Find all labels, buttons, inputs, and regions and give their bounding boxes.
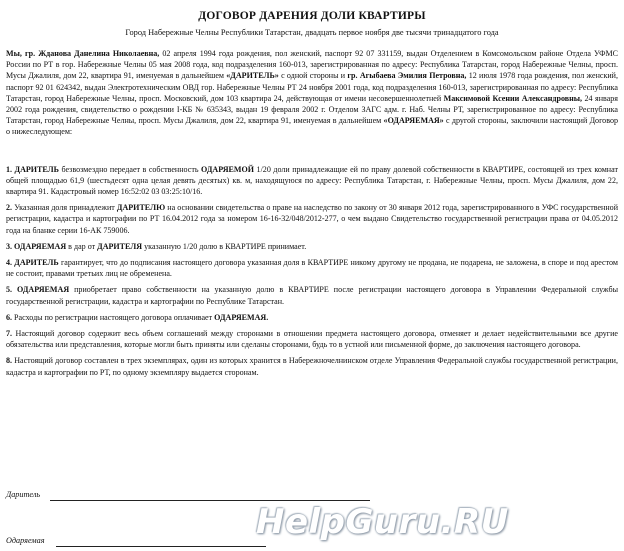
clause-6 xyxy=(6,312,618,323)
bold-text-segment: 8. xyxy=(6,356,13,366)
bold-text-segment: 6. xyxy=(6,312,13,322)
bold-text-segment: 1. ДАРИТЕЛЬ xyxy=(6,164,60,174)
bold-text-segment: ОДАРЯЕМАЯ. xyxy=(214,312,269,322)
text-segment: в дар от xyxy=(66,241,98,251)
recipient-signature-underline xyxy=(56,546,266,547)
text-segment: Настоящий договор составлен в трех экземплярах, один из которых хранится в Набережночелнинском отделе Управления Федеральной службы государственной регистрации, кадастра и картографии по РТ, по одному экземпляру выдается сторонам. xyxy=(6,356,618,377)
text-segment: Настоящий договор содержит весь объем соглашений между сторонами в отношении предмета настоящего договора, отменяет и делает недействительными все другие обязательства или представления, которые могли быть приняты или сделаны сторонами, будь то в устной или письменной форме, до заключения настоящего договора. xyxy=(6,329,618,350)
clause-5 xyxy=(6,284,618,306)
bold-text-segment: «ДАРИТЕЛЬ» xyxy=(226,71,279,81)
text-segment: приобретает право собственности на указанную долю в КВАРТИРЕ после регистрации настоящего договора в Управлении Федеральной службы государственной регистрации, кадастра и картографии по Республике Татарстан. xyxy=(6,285,618,306)
text-segment: с одной стороны и xyxy=(278,71,348,81)
bold-text-segment: 7. xyxy=(6,329,13,339)
bold-text-segment: ДАРИТЕЛЮ xyxy=(116,203,166,213)
text-segment: гарантирует, что до подписания настоящего договора указанная доля в КВАРТИРЕ никому другому не продана, не подарена, не заложена, в споре и под арестом не состоит, правами третьих лиц не обременена. xyxy=(6,258,618,279)
clause-2 xyxy=(6,202,618,236)
bold-text-segment: ОДАРЯЕМОЙ xyxy=(201,164,255,174)
clause-4 xyxy=(6,257,618,279)
text-segment: безвозмездно передает в собственность xyxy=(59,164,202,174)
text-segment: 02 апреля 1994 года рождения, пол женский, паспорт 92 07 331159, выдан Отделением в Комсомольском районе Отдела УФМС России по РТ в гор. Набережные Челны 05 мая 2008 года, код подразделения 160-013, зарегистрированная по адресу: Республика Татарстан, город Набережные Челны, просп. Мусы Джалиля, дом 22, квартира 91, именуемая в дальнейшем xyxy=(6,49,618,81)
bold-text-segment: 4. ДАРИТЕЛЬ xyxy=(6,258,59,268)
recipient-signature-line xyxy=(6,536,45,545)
bold-text-segment: гр. Агыбаева Эмилия Петровна, xyxy=(347,71,467,81)
intro-paragraph xyxy=(6,48,618,138)
bold-text-segment: Максимовой Ксении Александровны, xyxy=(443,93,583,103)
bold-text-segment: ДАРИТЕЛЯ xyxy=(97,241,143,251)
place-and-date: Город Набережные Челны Республики Татарстан, двадцать первое ноября две тысячи тринадцатого года xyxy=(125,28,499,37)
text-segment: на основании свидетельства о праве на наследство по закону от 30 января 2012 года, зарегистрированного в УФС государственной регистрации, кадастра и картографии по РТ 16.04.2012 года за номером 16-16-32/048/2012-277, о чем выдано Свидетельство государственной регистрации права от 04.05.2012 года на бланке серии 16-АК 759006. xyxy=(6,203,618,235)
text-segment: с другой стороны, заключили настоящий Договор о нижеследующем: xyxy=(6,116,618,137)
text-segment: указанную 1/20 долю в КВАРТИРЕ принимает. xyxy=(142,241,307,251)
document-title: ДОГОВОР ДАРЕНИЯ ДОЛИ КВАРТИРЫ xyxy=(198,10,426,22)
recipient-label: Одаряемая xyxy=(6,536,45,545)
clause-8 xyxy=(6,355,618,377)
text-segment: 12 июля 1978 года рождения, пол женский, паспорт 92 01 624342, выдан Электротехническим ОВД гор. Набережные Челны РТ 24 ноября 2001 года, код подразделения 160-013, зарегистрированная по адресу: Республика Татарстан, город Набережные Челны, просп. Московский, дом 103 квартира 24, действующая от имени несовершеннолетней xyxy=(6,71,618,103)
bold-text-segment: 3. ОДАРЯЕМАЯ xyxy=(6,241,67,251)
bold-text-segment: «ОДАРЯЕМАЯ» xyxy=(383,116,444,126)
donor-signature-line xyxy=(6,490,40,499)
text-segment: 24 января 2002 года рождения, свидетельство о рождении I-КБ № 635343, выдан 19 февраля 2002 г. Отделом ЗАГС адм. г. Наб. Челны РТ, зарегистрированное по адресу: Республика Татарстан, город Набережные Челны, просп. Мусы Джалиля, дом 22, квартира 91, именуемая в дальнейшем xyxy=(6,93,619,126)
bold-text-segment: 2. xyxy=(6,203,13,213)
bold-text-segment: 5. ОДАРЯЕМАЯ xyxy=(6,285,70,295)
text-segment: Расходы по регистрации настоящего договора оплачивает xyxy=(12,312,215,322)
contract-document xyxy=(6,6,618,383)
text-segment: Указанная доля принадлежит xyxy=(12,203,117,213)
clause-1 xyxy=(6,164,618,198)
donor-label: Даритель xyxy=(6,490,41,499)
donor-signature-underline xyxy=(50,500,370,501)
helpguru-watermark-logo: HelpGuru.RU xyxy=(256,502,509,542)
clause-3 xyxy=(6,241,618,252)
text-segment: 1/20 доли принадлежащие ей по праву долевой собственности в КВАРТИРЕ, состоящей из трех комнат общей площадью 61,9 (шестьдесят одна целая девять десятых) кв. м, находящуюся по адресу: Республика Татарстан, г. Набережные Челны, просп. Мусы Джалиля, дом 22, квартира 91. Кадастровый номер 16:52:02 03 03:25:10/16. xyxy=(6,164,618,197)
clause-7 xyxy=(6,328,618,350)
bold-text-segment: Мы, гр. Жданова Данелина Николаевна, xyxy=(6,49,160,58)
